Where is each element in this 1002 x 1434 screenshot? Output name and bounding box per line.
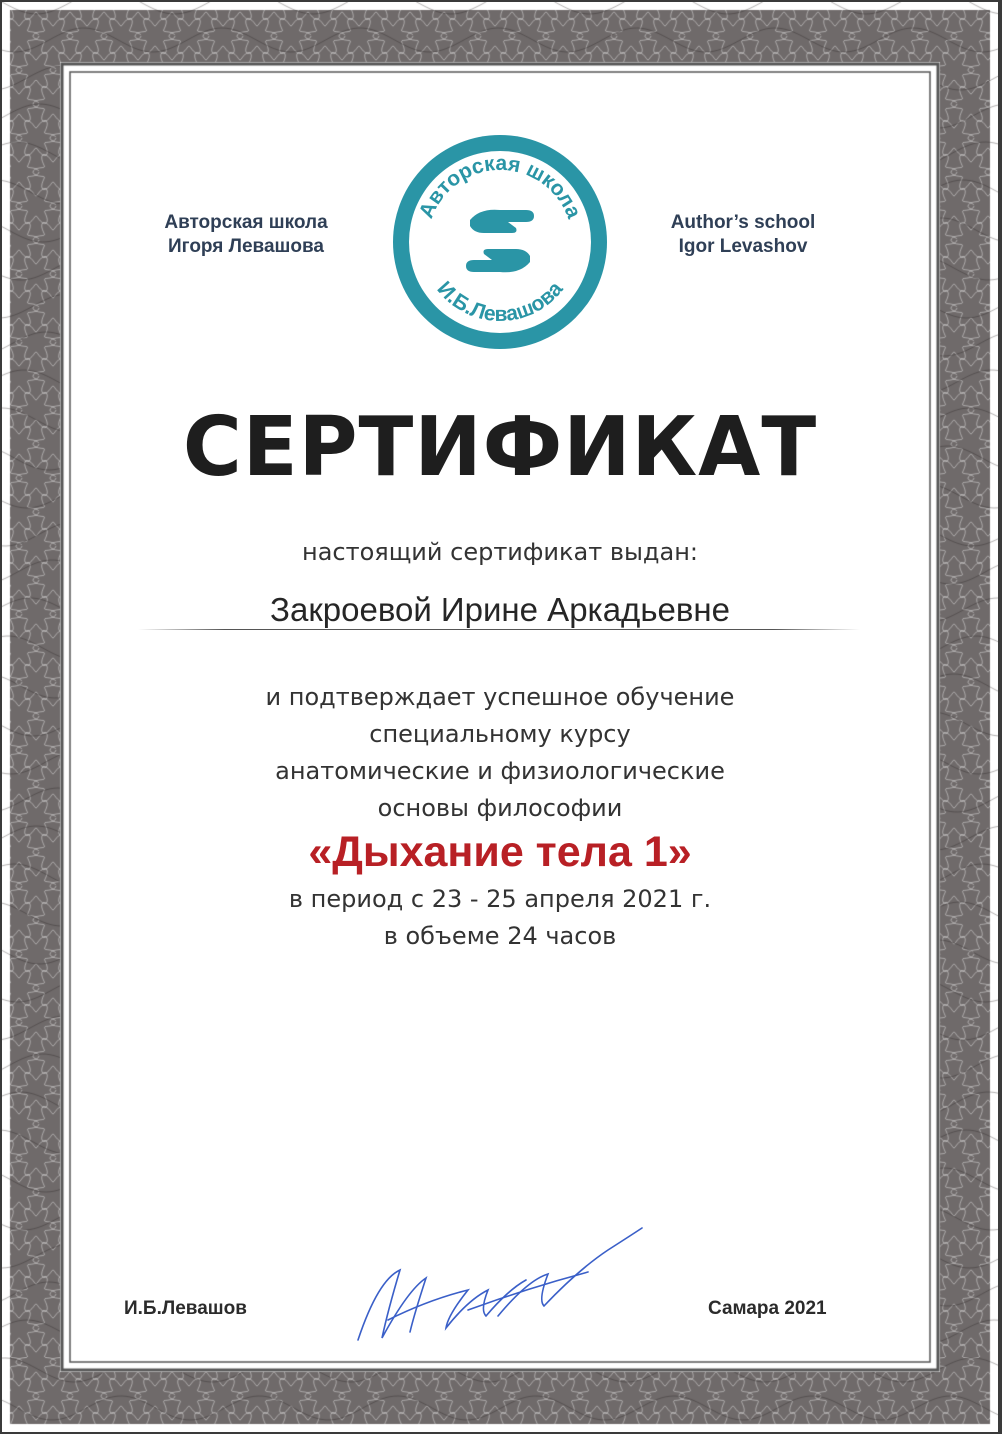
school-name-en <box>623 211 863 259</box>
signer-name: И.Б.Левашов <box>124 1298 247 1319</box>
school-name-ru <box>126 211 366 259</box>
course-title: «Дыхание тела 1» <box>308 828 692 876</box>
name-underline <box>138 629 860 630</box>
school-name-ru-line2: Игоря Левашова <box>168 236 324 257</box>
body-line-1: и подтверждает успешное обучение <box>265 683 735 711</box>
certificate-body <box>78 80 922 1357</box>
recipient-name: Закроевой Ирине Аркадьевне <box>270 591 730 628</box>
body-line-3: анатомические и физиологические <box>275 757 725 785</box>
certificate-sheet <box>2 2 998 1432</box>
logo-ring-text-top: Авторская школа <box>414 151 586 222</box>
school-name-en-line1: Author’s school <box>670 212 816 233</box>
school-name-ru-line1: Авторская школа <box>164 212 328 233</box>
course-period: в период с 23 - 25 апреля 2021 г. <box>288 885 712 913</box>
issued-to-label: настоящий сертификат выдан: <box>302 538 698 566</box>
logo-ring-text-bottom: И.Б.Левашова <box>432 277 568 327</box>
school-name-en-line2: Igor Levashov <box>678 236 808 257</box>
body-line-4: основы философии <box>377 794 623 822</box>
city-year: Самара 2021 <box>708 1298 827 1319</box>
body-line-2: специальному курсу <box>369 720 631 748</box>
signature-icon <box>348 1220 648 1350</box>
certificate-title: СЕРТИФИКАТ <box>182 400 818 495</box>
course-volume: в объеме 24 часов <box>383 922 617 950</box>
school-logo <box>388 130 612 354</box>
